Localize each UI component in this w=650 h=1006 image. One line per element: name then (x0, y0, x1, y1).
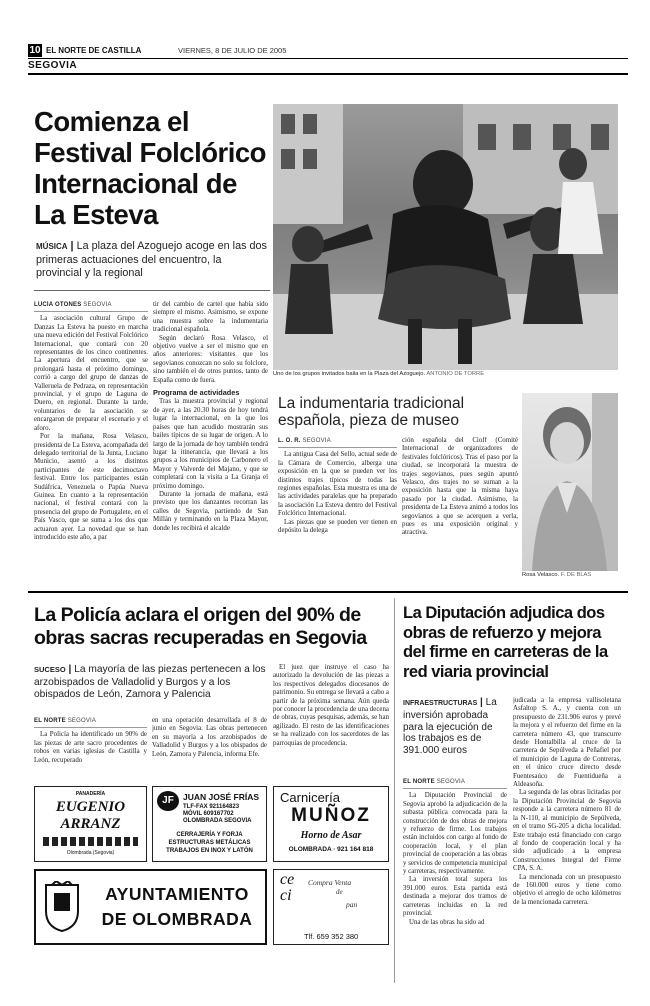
frias-name: JUAN JOSÉ FRÍAS (183, 792, 260, 802)
ad-munoz (273, 786, 389, 862)
frias-line-3: TRABAJOS EN INOX Y LATÓN (166, 848, 253, 854)
policia-deck: SUCESO | La mayoría de las piezas pertenecen a los arzobispados de Valladolid y Burgos y a los obispados de León, Zamora y Palencia (34, 664, 266, 700)
festival-p6: Durante la jornada de mañana, está previsto que los danzantes recorran las calles de Segovia, partiendo de San Millán y terminando en la Plaza Mayor, donde les recibirá el alcalde (153, 490, 268, 532)
column-split-rule (394, 598, 395, 983)
ayto-line-2: DE OLOMBRADA (101, 909, 253, 929)
diputacion-headline: La Diputación adjudica dos obras de refuerzo y mejora del firme en carreteras de la red viaria provincial (403, 604, 608, 681)
ceci-letters: ceci (280, 871, 295, 904)
festival-headline: Comienza el Festival Folclórico Internacional de La Esteva (34, 106, 266, 230)
paper-name: EL NORTE DE CASTILLA (46, 46, 142, 55)
diputacion-byline: EL NORTE SEGOVIA (403, 778, 507, 789)
frias-line-1: CERRAJERÍA Y FORJA (176, 832, 243, 838)
festival-p3: tir del cambio de cartel que había sido siempre el mismo. Asimismo, se expone una muestra sobre la indumentaria tradicional española. (153, 301, 268, 334)
festival-col-1 (34, 301, 148, 581)
policia-p1: La Policía ha identificado un 90% de las piezas de arte sacro procedentes de robos en varias iglesias de Castilla y León, recuperado (34, 731, 147, 764)
museo-headline: La indumentaria tradicional española, pieza de museo (278, 395, 465, 429)
munoz-name: MUÑOZ (291, 805, 371, 826)
ad-ceci (273, 869, 389, 945)
diputacion-p2: La inversión total supera los 391.000 euros. Esta partida está destinada a mejorar dos tramos de carreteras incluidas en la red provincial. (403, 876, 507, 918)
section-rule (28, 73, 628, 75)
ceci-t2: de (336, 888, 343, 896)
ayto-line-1: AYUNTAMIENTO (105, 884, 249, 904)
frias-logo-icon: JF (157, 791, 179, 811)
arranz-name-2: ARRANZ (60, 816, 121, 832)
ad-ayuntamiento (34, 869, 267, 945)
festival-p2: Por la mañana, Rosa Velasco, presidenta de La Esteva, acompañada del delegado territorial de la Junta, Luciano Municio, asentó a los distintos participantes de este decimoctavo festival. Entre los participantes están Sudáfrica, Venezuela o Papúa Nueva Guinea. En cuanto a la representación nacional, el festival contará con la presencia del grupo de Portugalete, en el País Vasco, que se suma a los dos que actuaron ayer. La novedad que se han introducido este año, a par (34, 433, 148, 541)
munoz-top: Carnicería (280, 790, 340, 805)
velasco-caption: Rosa Velasco. F. DE BLAS (522, 572, 592, 578)
festival-subhead: Programa de actividades (153, 388, 240, 398)
munoz-sub: Horno de Asar (300, 830, 362, 841)
festival-deck-text: La plaza del Azoguejo acoge en las dos primeras actuaciones del encuentro, la provincial y la regional (36, 240, 267, 279)
portrait-image (522, 393, 618, 571)
diputacion-p3: Una de las obras ha sido ad (409, 918, 485, 926)
frias-movil: MÓVIL 609167702 (183, 811, 234, 817)
coat-of-arms-icon (42, 881, 82, 933)
diputacion-p4: judicada a la empresa vallisoletana Asfaltop S. A., y cuenta con un presupuesto de 231.906 euros y prevé la mejora y el refuerzo del firme en la carretera número 43, que transcurre desde Hontalbilla al cruce de la carretera de Sepúlveda a Peñafiel por el municipio de Laguna de Contreras, en el único cruce directo desde Fuentesaúco de Fuentidueña a Aldeasoña. (513, 697, 621, 789)
diputacion-deck: INFRAESTRUCTURAS | La inversión aprobada para la ejecución de los trabajos es de 391.000 euros (403, 697, 497, 757)
diputacion-p1: La Diputación Provincial de Segovia aprobó la adjudicación de la subasta pública convocada para la construcción de dos obras de mejora y refuerzo de firme. Los trabajos están incluidos con cargo al fondo de cooperación local, y el plan provincial de cooperación a las obras y servicios de competencia municipal y carreteras, respectivamente. (403, 792, 507, 876)
policia-headline: La Policía aclara el origen del 90% de obras sacras recuperadas en Segovia (34, 604, 367, 649)
museo-p1: La antigua Casa del Sello, actual sede de la Cámara de Comercio, alberga una exposición en la que se pueden ver los distintos trajes típicos de todas las regiones españolas. Esta muestra es una de las actividades paralelas que ha preparado la asociación La Esteva dentro del Festival Folclórico Internacional. (278, 451, 397, 518)
museo-p2: Las piezas que se pueden ver tienen en depósito la delega (278, 518, 397, 535)
page-number: 10 (29, 45, 41, 56)
diputacion-kicker: INFRAESTRUCTURAS (403, 700, 478, 707)
festival-col-2 (153, 301, 268, 581)
policia-kicker: SUCESO (34, 665, 66, 674)
policia-p3: El juez que instruye el caso ha autorizado la devolución de las piezas a los respectivos delegados diocesanos de patrimonio. Su entrega se llevará a cabo a partir de la próxima semana. Aún queda por conocer la procedencia de una decena de obras, cuyas pesquisas, además, se han agilizado. El resto de las identificaciones se ha realizado con los sacerdotes de las parroquias de procedencia. (273, 664, 389, 747)
munoz-foot: OLOMBRADA · 921 164 818 (288, 846, 374, 853)
diputacion-col-2 (513, 697, 621, 947)
policia-byline: EL NORTE SEGOVIA (34, 717, 147, 728)
policia-col-3 (273, 664, 389, 785)
festival-deck: MÚSICA | La plaza del Azoguejo acoge en las dos primeras actuaciones del encuentro, la provincial y la regional (36, 240, 267, 279)
frias-line-2: ESTRUCTURAS METÁLICAS (168, 840, 251, 846)
festival-byline: LUCÍA OTONES SEGOVIA (34, 301, 148, 312)
festival-divider (34, 290, 270, 291)
festival-photo-caption: Uno de los grupos invitados baila en la Plaza del Azoguejo. ANTONIO DE TORRE (273, 371, 485, 377)
festival-p5: Tras la muestra provincial y regional de ayer, a las 20.30 horas de hoy tendrá lugar la internacional, en la que los países que han acudido mostrarán sus bailes típicos de su lugar de origen. A lo largo de la jornada de hoy también tendrá lugar la itinerancia, que llevará a los grupos a los municipios de Carbonero el Mayor y Valverde del Majano, y que se completará con la visita a La Granja el próximo domingo. (153, 398, 268, 490)
festival-photo (273, 104, 618, 370)
diputacion-deck-text: La inversión aprobada para la ejecución de los trabajos es de 391.000 euros (403, 697, 497, 757)
museo-col-1 (278, 437, 397, 580)
policia-col-1 (34, 717, 147, 785)
ad-arranz (34, 786, 147, 862)
dancers-image (273, 104, 618, 370)
festival-p1: La asociación cultural Grupo de Danzas La Esteva ha puesto en marcha una nueva edición del Festival Folclórico Internacional, que contará con 20 representantes de los cinco continentes. La apertura del encuentro, que se prolongará hasta el próximo domingo, corrió a cargo del grupo de danzas de Valleruela de Pedraza, en representación provincial, y el grupo de Laguna de Duero, en regional. Durante la tarde, voluntarios de la asociación se encargaron de preparar el escenario y el aforo. (34, 315, 148, 432)
policia-p2: en una operación desarrollada el 8 de junio en Segovia. Las obras pertenecen en su mayoría a los arzobispados de Valladolid y Burgos y a los obispados de León, Zamora y Palencia, informa Efe. (152, 717, 267, 758)
ceci-t3: pan (346, 900, 358, 909)
frias-tel: TLF-FAX 921164823 (183, 804, 240, 810)
museo-p3: ción española del Cioff (Comité Internacional de organizadores de festivales folclóricos). Tras el paso por la ciudad, se incorporará la muestra de trajes segovianos, pues según apuntó Velasco, dos trajes no se suman a la exposición hasta que la misma haya pasado por la ciudad. Asimismo, la presidenta de La Esteva animó a todos los segovianos a que se acerquen a verla, pues es una exposición original y atractiva. (402, 437, 518, 537)
arranz-top: PANADERÍA (75, 791, 106, 797)
frias-place: OLOMBRADA SEGOVIA (183, 818, 252, 824)
ad-frias (152, 786, 267, 862)
ceci-t1: Compra Venta (308, 878, 352, 887)
diputacion-p6: La mencionada con un presupuesto de 160.000 euros y tiene como objetivo el arreglo de ocho kilómetros de la mencionada carretera. (513, 873, 621, 906)
header-rule (28, 58, 628, 59)
museo-byline: L. O. R. SEGOVIA (278, 437, 397, 448)
policia-deck-text: La mayoría de las piezas pertenecen a los arzobispados de Valladolid y Burgos y a los obispados de León, Zamora y Palencia (34, 664, 266, 700)
festival-p4: Según declaró Rosa Velasco, el objetivo vuelve a ser el mismo que en años anteriores: visitantes que los segovianos conozcan no solo su folclore, sino también el de otros puntos, tanto de España como de fuera. (153, 334, 268, 384)
section-name: SEGOVIA (28, 60, 78, 71)
arranz-foot: Olombrada (Segovia) (66, 850, 115, 856)
velasco-photo (522, 393, 618, 571)
page-header (28, 44, 628, 58)
bread-icon (43, 837, 138, 846)
museo-col-2 (402, 437, 518, 580)
issue-date: VIERNES, 8 DE JULIO DE 2005 (178, 46, 287, 55)
ceci-tel: Tlf. 659 352 380 (304, 932, 359, 941)
policia-col-2 (152, 717, 267, 785)
page-split-rule (28, 591, 628, 593)
arranz-name-1: EUGENIO (55, 799, 126, 815)
diputacion-p5: La segunda de las obras licitadas por la Diputación Provincial de Segovia responde a la carretera número 81 de la N-110, al municipio de Sepúlveda, en el tramo SG-205 a dicha localidad. Este trabajo está financiado con cargo al fondo de cooperación local y ha sido adjudicado a la empresa Construcciones Integral del Firme CPA, S. A. (513, 789, 621, 873)
diputacion-col-1 (403, 778, 507, 948)
festival-kicker: MÚSICA (36, 242, 68, 251)
